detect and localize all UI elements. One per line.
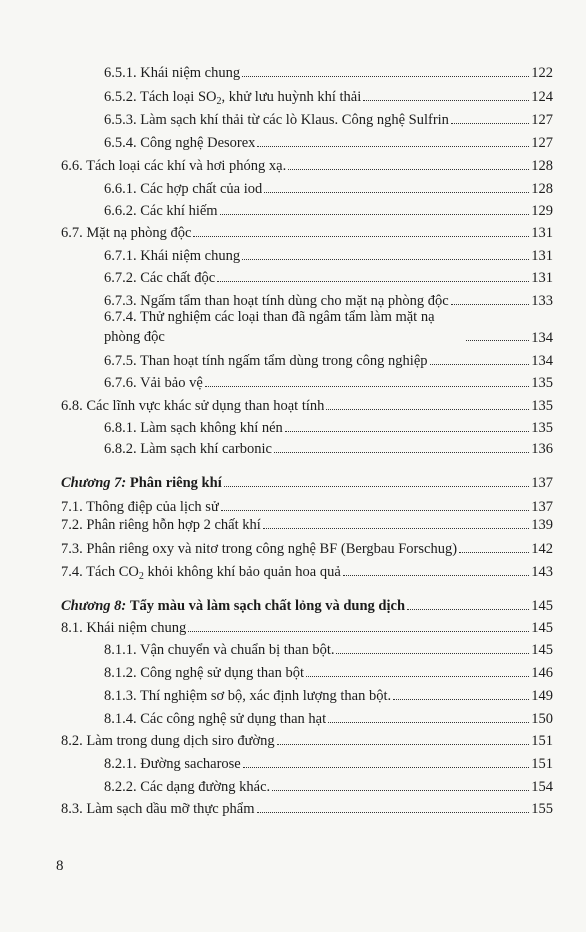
toc-entry-title: 6.6.2. Các khí hiếm <box>104 203 218 219</box>
toc-entry-title: 7.3. Phân riêng oxy và nitơ trong công nghệ BF (Bergbau Forschug) <box>61 541 458 557</box>
toc-entry-page: 143 <box>531 564 553 580</box>
dot-leader <box>264 192 529 193</box>
toc-entry-title: 7.2. Phân riêng hỗn hợp 2 chất khí <box>61 517 261 533</box>
toc-entry-page: 131 <box>531 248 553 264</box>
toc-entry-title: 6.8. Các lĩnh vực khác sử dụng than hoạt tính <box>61 398 325 414</box>
toc-entry-page: 127 <box>531 135 553 151</box>
toc-entry-page: 154 <box>531 779 553 795</box>
toc-entry <box>104 778 553 798</box>
dot-leader <box>393 699 529 700</box>
dot-leader <box>257 812 530 813</box>
toc-entry <box>104 440 553 460</box>
toc-entry-title: 6.6. Tách loại các khí và hơi phóng xạ. <box>61 158 287 174</box>
toc-entry-page: 150 <box>531 711 553 727</box>
toc-entry-page: 128 <box>531 181 553 197</box>
toc-entry-title: 6.7.2. Các chất độc <box>104 270 216 286</box>
chapter-title: Tẩy màu và làm sạch chất lỏng và dung dịch <box>129 598 406 614</box>
dot-leader <box>451 304 530 305</box>
toc-entry-title: 6.8.1. Làm sạch không khí nén <box>104 420 283 436</box>
toc-entry <box>61 498 553 518</box>
dot-leader <box>306 676 529 677</box>
toc-entry <box>104 664 553 684</box>
toc-entry-page: 149 <box>531 688 553 704</box>
dot-leader <box>328 722 529 723</box>
toc-entry <box>104 64 553 84</box>
toc-entry <box>104 710 553 730</box>
chapter-label: Chương 8: <box>61 598 127 614</box>
toc-entry-title: 8.3. Làm sạch dầu mỡ thực phẩm <box>61 801 255 817</box>
toc-entry-title: 8.1. Khái niệm chung <box>61 620 187 636</box>
toc-chapter-entry <box>61 597 553 617</box>
toc-entry <box>104 687 553 707</box>
toc-entry-title: 8.2. Làm trong dung dịch siro đường <box>61 733 275 749</box>
toc-entry-title: 6.6.1. Các hợp chất của iod <box>104 181 263 197</box>
toc-entry <box>104 419 553 439</box>
toc-entry-title: 8.1.3. Thí nghiệm sơ bộ, xác định lượng than bột. <box>104 688 392 704</box>
toc-entry <box>104 374 553 394</box>
toc-entry <box>104 307 553 347</box>
toc-entry-page: 151 <box>531 733 553 749</box>
toc-entry <box>104 352 553 372</box>
dot-leader <box>288 169 529 170</box>
dot-leader <box>257 146 529 147</box>
toc-entry-page: 151 <box>531 756 553 772</box>
toc-entry-page: 122 <box>531 65 553 81</box>
toc-entry-title: 8.2.2. Các dạng đường khác. <box>104 779 271 795</box>
dot-leader <box>188 631 529 632</box>
dot-leader <box>217 281 529 282</box>
toc-entry <box>61 800 553 820</box>
toc-entry-page: 128 <box>531 158 553 174</box>
toc-entry-page: 145 <box>531 620 553 636</box>
toc-entry-page: 146 <box>531 665 553 681</box>
toc-entry-title: 6.7.3. Ngấm tẩm than hoạt tính dùng cho mặt nạ phòng độc <box>104 293 449 309</box>
toc-entry-title: 8.2.1. Đường sacharose <box>104 756 241 772</box>
dot-leader <box>277 744 530 745</box>
toc-entry-page: 136 <box>531 441 553 457</box>
toc-entry-page: 145 <box>531 598 553 614</box>
dot-leader <box>205 386 529 387</box>
dot-leader <box>343 575 529 576</box>
dot-leader <box>407 609 529 610</box>
toc-entry <box>104 247 553 267</box>
toc-entry-title: 6.7.5. Than hoạt tính ngấm tẩm dùng trong công nghiệp <box>104 353 428 369</box>
toc-entry-page: 134 <box>531 330 553 346</box>
toc-entry-title <box>61 597 405 615</box>
toc-entry-title: 6.7.4. Thử nghiệm các loại than đã ngâm tẩm làm mặt nạ phòng độc <box>104 309 435 345</box>
toc-entry-title: 7.1. Thông điệp của lịch sử <box>61 499 219 515</box>
chapter-label: Chương 7: <box>61 475 127 491</box>
toc-entry-page: 135 <box>531 420 553 436</box>
toc-entry-page: 137 <box>531 475 553 491</box>
toc-entry <box>61 563 553 583</box>
toc-entry <box>61 224 553 244</box>
toc-entry-page: 135 <box>531 398 553 414</box>
toc-entry <box>61 516 553 536</box>
toc-entry-page: 133 <box>531 293 553 309</box>
toc-entry-page: 137 <box>531 499 553 515</box>
dot-leader <box>242 259 529 260</box>
dot-leader <box>363 100 529 101</box>
toc-entry-title: 8.1.2. Công nghệ sử dụng than bột <box>104 665 304 681</box>
page-number: 8 <box>56 858 64 874</box>
toc-entry <box>61 619 553 639</box>
toc-entry <box>61 157 553 177</box>
toc-entry-title: 6.7.6. Vải bảo vệ <box>104 375 203 391</box>
toc-entry <box>104 180 553 200</box>
toc-entry-title: 6.7. Mặt nạ phòng độc <box>61 225 192 241</box>
toc-entry <box>61 397 553 417</box>
dot-leader <box>193 236 529 237</box>
toc-entry <box>104 202 553 222</box>
dot-leader <box>274 452 529 453</box>
toc-entry-title: 7.4. Tách $CO_2$ khỏi không khí bảo quản hoa quả <box>61 564 341 581</box>
dot-leader <box>430 364 530 365</box>
dot-leader <box>459 552 529 553</box>
toc-entry <box>104 111 553 131</box>
toc-entry-page: 142 <box>531 541 553 557</box>
toc-entry-page: 139 <box>531 517 553 533</box>
toc-entry-title: 6.5.1. Khái niệm chung <box>104 65 241 81</box>
dot-leader <box>451 123 529 124</box>
toc-entry-page: 124 <box>531 89 553 105</box>
dot-leader <box>326 409 529 410</box>
dot-leader <box>272 790 529 791</box>
toc-entry <box>104 88 553 108</box>
toc-entry <box>61 732 553 752</box>
dot-leader <box>336 653 529 654</box>
toc-chapter-entry <box>61 474 553 494</box>
toc-entry-title: 8.1.4. Các công nghệ sử dụng than hạt <box>104 711 327 727</box>
toc-entry <box>104 269 553 289</box>
toc-entry <box>104 134 553 154</box>
toc-entry-page: 145 <box>531 642 553 658</box>
toc-entry-title: 6.5.3. Làm sạch khí thải từ các lò Klaus. Công nghệ Sulfrin <box>104 112 449 128</box>
toc-entry <box>104 641 553 661</box>
toc-entry-page: 129 <box>531 203 553 219</box>
dot-leader <box>224 486 530 487</box>
toc-entry-page: 131 <box>531 270 553 286</box>
dot-leader <box>466 340 529 341</box>
toc-entry-title: 6.7.1. Khái niệm chung <box>104 248 241 264</box>
toc-entry <box>104 755 553 775</box>
dot-leader <box>243 767 530 768</box>
dot-leader <box>242 76 529 77</box>
toc-entry-title: 6.5.4. Công nghệ Desorex <box>104 135 256 151</box>
toc-entry-page: 131 <box>531 225 553 241</box>
toc-entry-title: 8.1.1. Vận chuyển và chuẩn bị than bột. <box>104 642 335 658</box>
chapter-title: Phân riêng khí <box>129 475 222 491</box>
dot-leader <box>285 431 529 432</box>
toc-entry-page: 127 <box>531 112 553 128</box>
toc-entry-page: 135 <box>531 375 553 391</box>
dot-leader <box>221 510 529 511</box>
toc-entry-title <box>61 474 222 492</box>
toc-entry-page: 155 <box>531 801 553 817</box>
dot-leader <box>263 528 529 529</box>
toc-entry-title: 6.5.2. Tách loại $SO_2$, khử lưu huỳnh khí thải <box>104 89 362 106</box>
dot-leader <box>220 214 530 215</box>
toc-entry-page: 134 <box>531 353 553 369</box>
toc-entry <box>61 540 553 560</box>
toc-entry-title: 6.8.2. Làm sạch khí carbonic <box>104 441 272 457</box>
